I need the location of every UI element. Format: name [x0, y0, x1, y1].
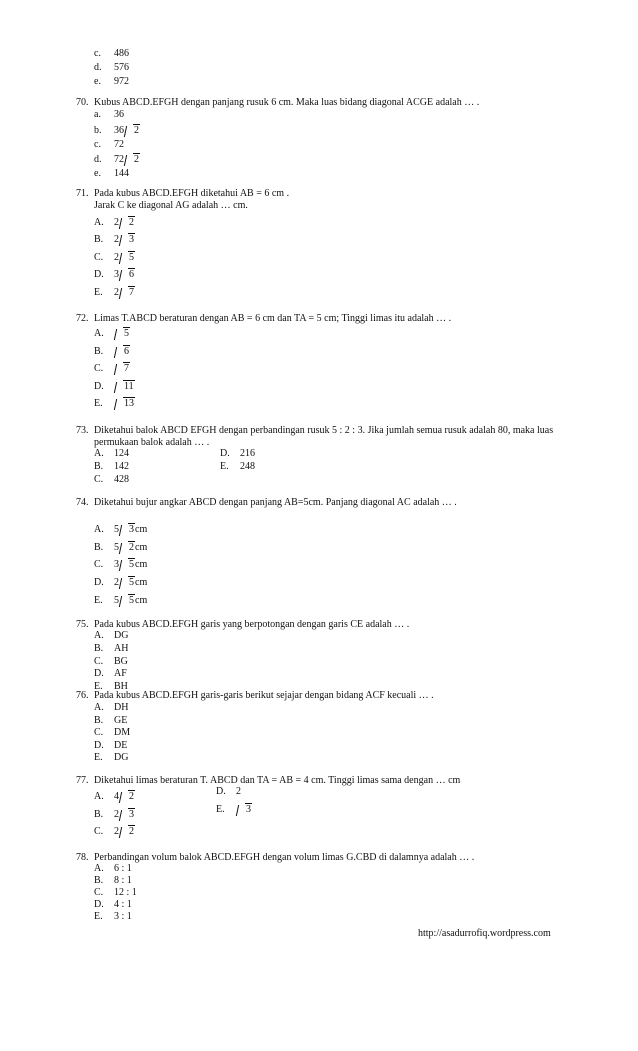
- sqrt-symbol: 5: [115, 327, 130, 341]
- sqrt-symbol: 7: [120, 286, 135, 300]
- option-d: D. 3 6: [94, 269, 134, 280]
- option-c: C. 2 5: [94, 252, 134, 263]
- option-a: a. 36: [94, 109, 124, 120]
- option-d: D. 4 : 1: [94, 899, 132, 910]
- option-d: D. AF: [94, 668, 127, 679]
- sqrt-symbol: 2: [125, 124, 140, 138]
- option-a: A. DH: [94, 702, 129, 713]
- option-d: D. 216: [220, 448, 255, 459]
- exam-page: c. 486 d. 576 e. 972 70. Kubus ABCD.EFGH dengan panjang rusuk 6 cm. Maka luas bidang diagonal ACGE adalah … . a. 36 b. 36 2 c. 72 d. 72 2 e. 144 71. Pada kubus ABCD.EFGH diketahui AB = 6 cm . Jarak C ke diagonal AG adalah … cm. A. 2 2 B. 2 3 C. 2 5 D. 3 6 E. 2 7 72. Limas T.ABCD beraturan dengan AB = 6 cm dan TA = 5 cm; Tinggi limas itu adalah … . A. 5 B. 6 C. 7 D. 11 E. 13 73. Diketahui balok ABCD EFGH dengan perbandingan rusuk 5 : 2 : 3. Jika jumlah semua rusuk adalah 80, maka luas permukaan balok adalah … . A. 124 B. 142 C. 428 D. 216 E. 248 74. Diketahui bujur angkar ABCD dengan panjang AB=5cm. Panjang diagonal AC adalah … . A. 5 3cm B. 5 2cm C. 3 5cm D. 2 5cm E. 5 5cm 75. Pada kubus ABCD.EFGH garis yang berpotongan dengan garis CE adalah … . A. DG B. AH C. BG D. AF E. BH 76. Pada kubus ABCD.EFGH garis-garis berikut sejajar dengan bidang ACF kecuali … . A. DH B. GE C. DM D. DE E. DG 77. Diketahui limas beraturan T. ABCD dan TA = AB = 4 cm. Tinggi limas sama dengan … cm A. 4 2 B. 2 3 C. 2 2 D. 2 E. 3 78. Perbandingan volum balok ABCD.EFGH dengan volum limas G.CBD di dalamnya adalah … . A. 6 : 1 B. 8 : 1 C. 12 : 1 D. 4 : 1 E. 3 : 1 http://asadurrofiq.wordpress.com: [76, 48, 554, 939]
- option-c: c. 486: [94, 48, 129, 59]
- option-c: c. 72: [94, 139, 124, 150]
- option-b: B. 6: [94, 346, 129, 357]
- sqrt-symbol: 2: [120, 825, 135, 839]
- option-c: C. 428: [94, 474, 129, 485]
- option-e: E. DG: [94, 752, 129, 763]
- sqrt-symbol: 3: [237, 803, 252, 817]
- option-a: A. 5: [94, 328, 129, 339]
- option-d: D. 2: [216, 786, 241, 797]
- option-a: A. 4 2: [94, 791, 134, 802]
- sqrt-symbol: 2: [120, 790, 135, 804]
- option-b: B. AH: [94, 643, 129, 654]
- footer-url[interactable]: http://asadurrofiq.wordpress.com: [418, 928, 551, 939]
- option-a: A. 2 2: [94, 217, 134, 228]
- option-b: B. 5 2cm: [94, 542, 148, 553]
- sqrt-symbol: 3: [120, 808, 135, 822]
- option-c: C. 12 : 1: [94, 887, 137, 898]
- option-d: D. DE: [94, 740, 128, 751]
- sqrt-symbol: 3: [120, 523, 135, 537]
- sqrt-symbol: 2: [125, 153, 140, 167]
- option-a: A. DG: [94, 630, 129, 641]
- option-c: C. 7: [94, 363, 129, 374]
- sqrt-symbol: 5: [120, 594, 135, 608]
- option-c: C. 3 5cm: [94, 559, 148, 570]
- option-d: d. 576: [94, 62, 129, 73]
- option-e: E. 3 : 1: [94, 911, 132, 922]
- option-e: E. 2 7: [94, 287, 134, 298]
- option-d: d. 72 2: [94, 154, 139, 165]
- option-e: E. 5 5cm: [94, 595, 148, 606]
- option-e: E. 3: [216, 804, 251, 815]
- option-b: B. GE: [94, 715, 128, 726]
- sqrt-symbol: 5: [120, 251, 135, 265]
- option-e: E. BH: [94, 681, 128, 692]
- option-e: E. 248: [220, 461, 255, 472]
- sqrt-symbol: 2: [120, 541, 135, 555]
- option-b: B. 2 3: [94, 809, 134, 820]
- sqrt-symbol: 6: [115, 345, 130, 359]
- option-a: A. 6 : 1: [94, 863, 132, 874]
- sqrt-symbol: 13: [115, 397, 135, 411]
- option-c: C. 2 2: [94, 826, 134, 837]
- sqrt-symbol: 5: [120, 576, 135, 590]
- sqrt-symbol: 2: [120, 216, 135, 230]
- option-a: A. 5 3cm: [94, 524, 148, 535]
- option-c: C. DM: [94, 727, 131, 738]
- sqrt-symbol: 3: [120, 233, 135, 247]
- option-d: D. 2 5cm: [94, 577, 148, 588]
- sqrt-symbol: 11: [115, 380, 135, 394]
- option-e: e. 972: [94, 76, 129, 87]
- option-b: B. 2 3: [94, 234, 134, 245]
- option-b: B. 8 : 1: [94, 875, 132, 886]
- option-e: E. 13: [94, 398, 134, 409]
- sqrt-symbol: 5: [120, 558, 135, 572]
- option-c: C. BG: [94, 656, 128, 667]
- option-a: A. 124: [94, 448, 129, 459]
- sqrt-symbol: 6: [120, 268, 135, 282]
- sqrt-symbol: 7: [115, 362, 130, 376]
- option-e: e. 144: [94, 168, 129, 179]
- option-b: B. 142: [94, 461, 129, 472]
- option-b: b. 36 2: [94, 125, 139, 136]
- option-d: D. 11: [94, 381, 134, 392]
